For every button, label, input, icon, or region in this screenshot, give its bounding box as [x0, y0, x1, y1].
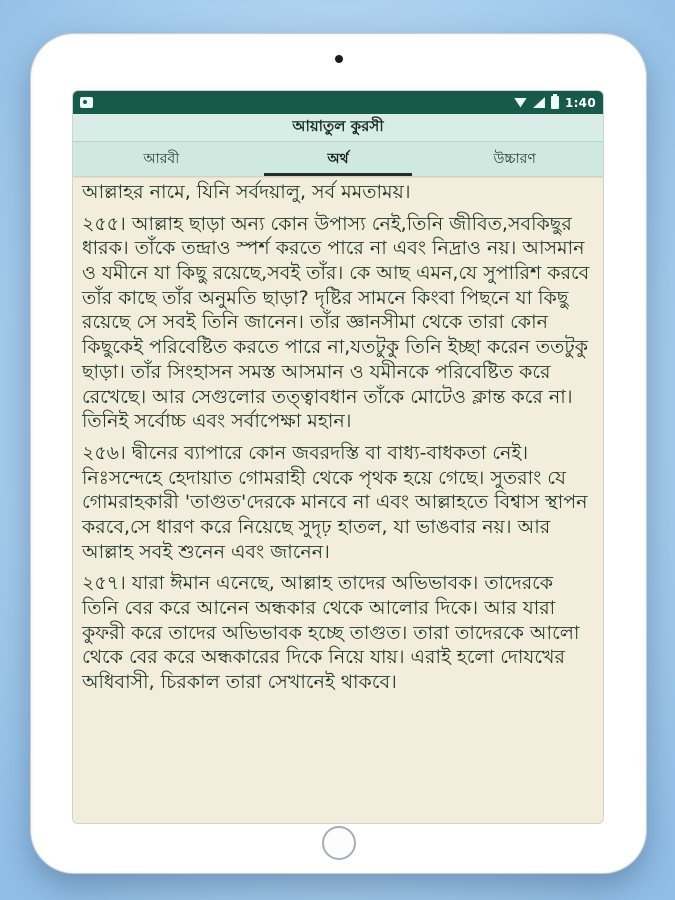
front-camera: [335, 55, 343, 63]
title-bar: [73, 114, 603, 142]
bismillah-line: আল্লাহর নামে, যিনি সর্বদয়ালু, সর্ব মমতাময়।: [82, 181, 411, 203]
tab-meaning[interactable]: [250, 142, 427, 176]
verse-257: ২৫৭। যারা ঈমান এনেছে, আল্লাহ তাদের অভিভাবক। তাদেরকে তিনি বের করে আনেন অন্ধকার থেকে আলোর দিকে। আর যারা কুফরী করে তাদের অভিভাবক হচ্ছে তাগুত। তারা তাদেরকে আলো থেকে বের করে অন্ধকারের দিকে নিয়ে যায়। এরাই হলো দোযখের অধিবাসী, চিরকাল তারা সেখানেই থাকবে।: [82, 572, 580, 694]
tab-meaning-label: অর্থ: [327, 151, 349, 167]
verse-256: ২৫৬। দ্বীনের ব্যাপারে কোন জবরদস্তি বা বাধ্য-বাধকতা নেই। নিঃসন্দেহে হেদায়াত গোমরাহী থেকে পৃথক হয়ে গেছে। সুতরাং যে গোমরাহকারী 'তাগুত'দেরকে মানবে না এবং আল্লাহতে বিশ্বাস স্থাপন করবে,সে ধারণ করে নিয়েছে সুদৃঢ় হাতল, যা ভাঙবার নয়। আর আল্লাহ সবই শুনেন এবং জানেন।: [82, 441, 588, 563]
status-time: 1:40: [564, 95, 596, 110]
signal-icon: [533, 97, 545, 108]
battery-icon: [551, 96, 559, 109]
page-title: আয়াতুল কুরসী: [292, 117, 384, 135]
verse-content[interactable]: [73, 176, 603, 823]
status-bar: [73, 91, 603, 114]
tab-bar: [73, 142, 603, 176]
tab-arabic-label: আরবী: [143, 151, 180, 167]
app-screen: [73, 91, 603, 823]
screenshot-icon: [80, 97, 93, 108]
tablet-frame: [30, 33, 647, 874]
tab-pronunciation[interactable]: [426, 142, 603, 176]
status-bar-left: [80, 97, 93, 108]
status-bar-right: [514, 96, 596, 110]
home-button[interactable]: [322, 826, 356, 860]
tab-arabic[interactable]: [73, 142, 250, 176]
wifi-icon: [514, 98, 527, 108]
tab-pronunciation-label: উচ্চারণ: [493, 151, 536, 167]
verse-255: ২৫৫। আল্লাহ ছাড়া অন্য কোন উপাস্য নেই,তিনি জীবিত,সবকিছুর ধারক। তাঁকে তন্দ্রাও স্পর্শ করতে পারে না এবং নিদ্রাও নয়। আসমান ও যমীনে যা কিছু রয়েছে,সবই তাঁর। কে আছ এমন,যে সুপারিশ করবে তাঁর কাছে তাঁর অনুমতি ছাড়া? দৃষ্টির সামনে কিংবা পিছনে যা কিছু রয়েছে সে সবই তিনি জানেন। তাঁর জ্ঞানসীমা থেকে তারা কোন কিছুকেই পরিবেষ্টিত করতে পারে না,যতটুকু তিনি ইচ্ছা করেন ততটুকু ছাড়া। তাঁর সিংহাসন সমস্ত আসমান ও যমীনকে পরিবেষ্টিত করে রেখেছে। আর সেগুলোর তত্ত্বাবধান তাঁকে মোটেও ক্লান্ত করে না। তিনিই সর্বোচ্চ এবং সর্বাপেক্ষা মহান।: [82, 212, 590, 433]
